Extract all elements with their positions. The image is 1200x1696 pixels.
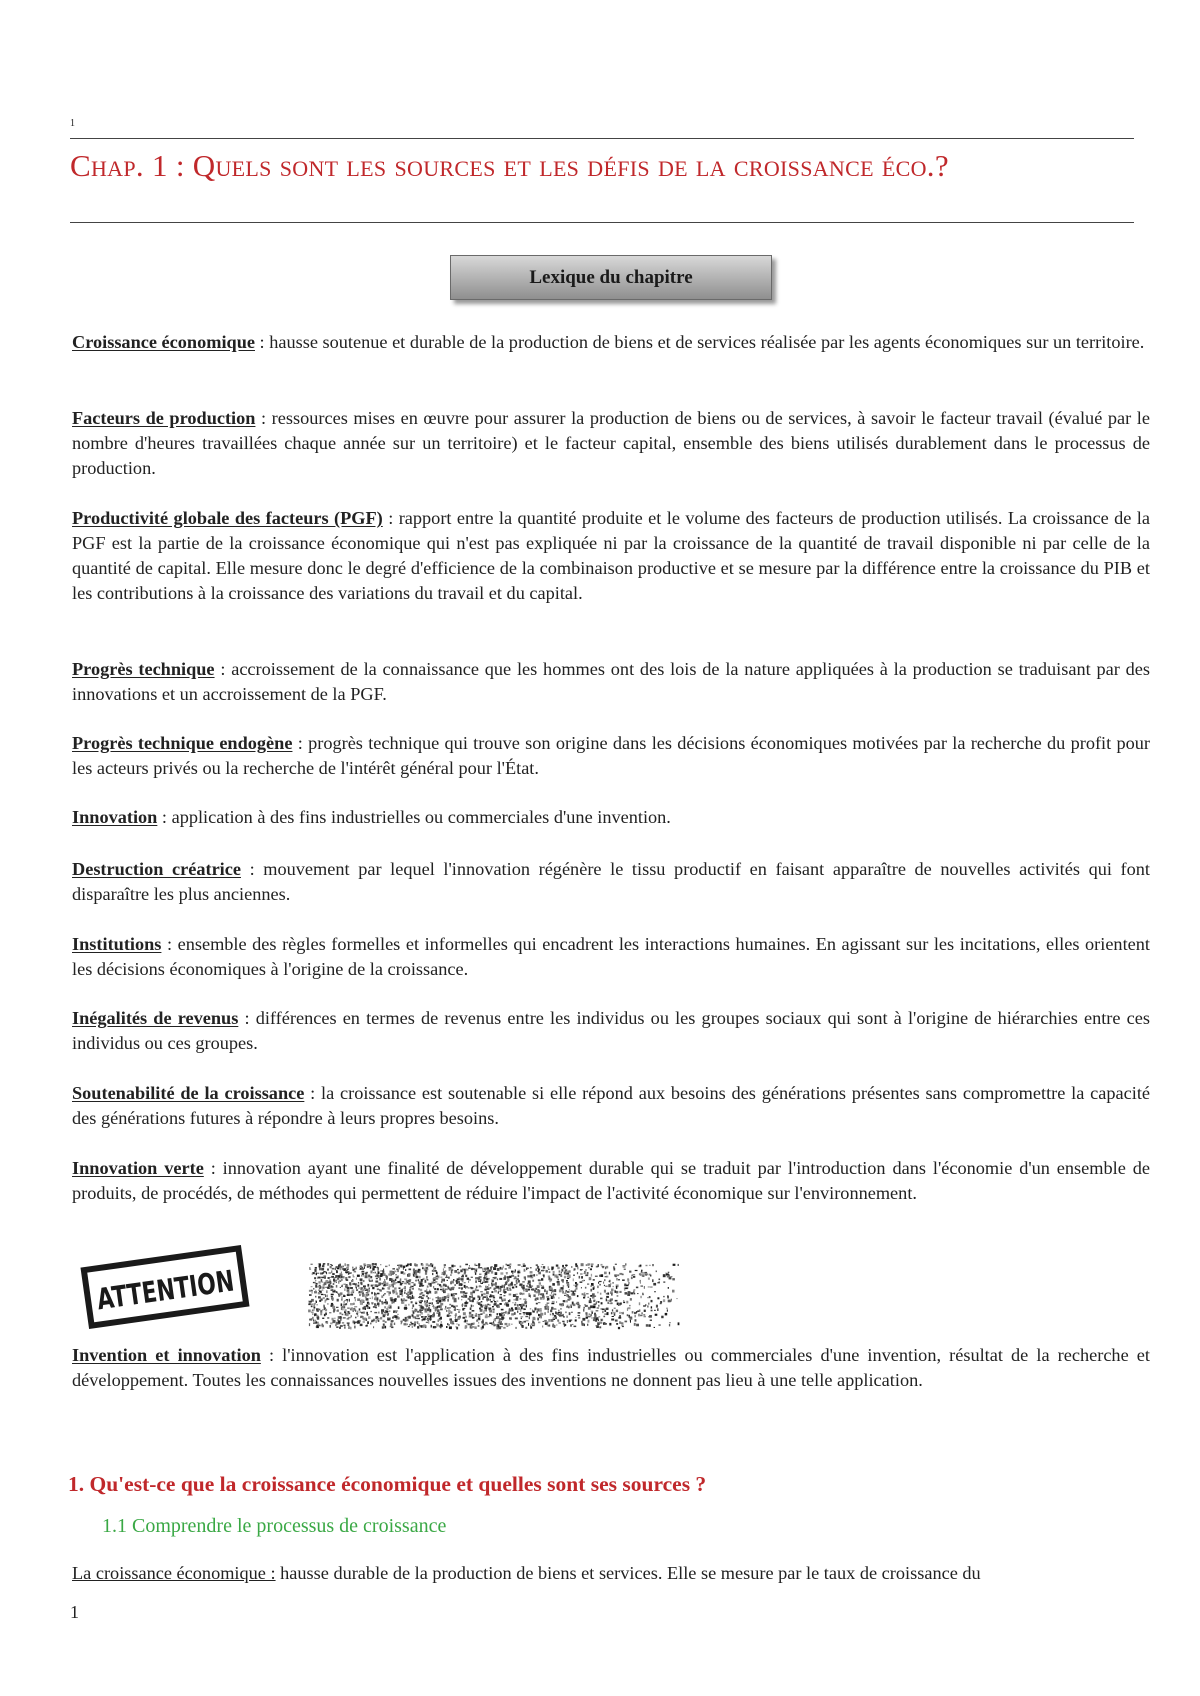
lexicon-entry [72, 932, 1150, 982]
entry-definition: : innovation ayant une finalité de développement durable qui se traduit par l'introduction dans l'économie d'un ensemble de produits, de procédés, de méthodes qui permettent de réduire l'impact de l'activité économique sur l'environnement. [72, 1158, 1150, 1203]
entry-term: Innovation verte [72, 1158, 204, 1178]
entry-definition: : la croissance est soutenable si elle répond aux besoins des générations présentes sans compromettre la capacité des générations futures à répondre à leurs propres besoins. [72, 1083, 1151, 1128]
lexicon-entry [72, 657, 1150, 707]
entry-term: Innovation [72, 807, 158, 827]
paragraph-lead: La croissance économique : [72, 1563, 276, 1583]
entry-term: Progrès technique [72, 659, 215, 679]
title-rule-top [70, 138, 1134, 139]
entry-term: Inégalités de revenus [72, 1008, 239, 1028]
attention-note [72, 1343, 1150, 1393]
attention-stamp-icon [80, 1245, 282, 1329]
svg-text:ATTENTION: ATTENTION [94, 1257, 282, 1317]
section-1-heading: 1. Qu'est-ce que la croissance économique et quelles sont ses sources ? [68, 1472, 707, 1496]
section-1-1-heading: 1.1 Comprendre le processus de croissance [102, 1515, 447, 1537]
entry-definition: : accroissement de la connaissance que les hommes ont des lois de la nature appliquées à la production se traduisant par des innovations et un accroissement de la PGF. [72, 659, 1150, 704]
page-number: 1 [70, 1602, 79, 1622]
lexicon-entry [72, 406, 1150, 481]
paragraph-text: hausse durable de la production de biens et services. Elle se mesure par le taux de croissance du [275, 1563, 981, 1583]
entry-term: Progrès technique endogène [72, 733, 293, 753]
lexicon-heading: Lexique du chapitre [529, 266, 693, 288]
entry-definition: : ressources mises en œuvre pour assurer la production de biens ou de services, à savoir le facteur travail (évalué par le nombre d'heures travaillées chaque année sur un territoire) et le facteur capital, ensemble des biens utilisés durablement dans le processus de production. [72, 408, 1150, 478]
note-definition: : l'innovation est l'application à des fins industrielles ou commerciales d'une invention, résultat de la recherche et développement. Toutes les connaissances nouvelles issues des inventions ne donnent pas lieu à une telle application. [72, 1345, 1150, 1390]
entry-definition: : rapport entre la quantité produite et le volume des facteurs de production utilisés. La croissance de la PGF est la partie de la croissance économique qui n'est pas expliquée ni par la croissance de la quantité de travail disponible ni par celle de la quantité de capital. Elle mesure donc le degré d'efficience de la combinaison productive et se mesure par la différence entre la croissance du PIB et les contributions à la croissance des variations du travail et du capital. [72, 508, 1150, 603]
intro-paragraph [72, 1561, 1150, 1586]
lexicon-entry [72, 805, 1150, 830]
entry-term: Facteurs de production [72, 408, 256, 428]
lexicon-entry [72, 857, 1150, 907]
entry-definition: : application à des fins industrielles ou commerciales d'une invention. [157, 807, 671, 827]
lexicon-entry [72, 1081, 1150, 1131]
entry-definition: : hausse soutenue et durable de la production de biens et de services réalisée par les agents économiques sur un territoire. [254, 332, 1145, 352]
entry-definition: : ensemble des règles formelles et informelles qui encadrent les interactions humaines. En agissant sur les incitations, elles orientent les décisions économiques à l'origine de la croissance. [72, 934, 1150, 979]
entry-term: Institutions [72, 934, 162, 954]
header-mark: 1 [70, 118, 75, 129]
lexicon-entry [72, 1006, 1150, 1056]
entry-definition: : progrès technique qui trouve son origine dans les décisions économiques motivées par la recherche du profit pour les acteurs privés ou la recherche de l'intérêt général pour l'État. [72, 733, 1150, 778]
lexicon-entry [72, 1156, 1150, 1206]
entry-term: Destruction créatrice [72, 859, 241, 879]
lexicon-entry [72, 506, 1150, 606]
title-rule-bottom [70, 222, 1134, 223]
entry-term: Soutenabilité de la croissance [72, 1083, 305, 1103]
note-term: Invention et innovation [72, 1345, 261, 1365]
entry-definition: : différences en termes de revenus entre les individus ou les groupes sociaux qui sont à l'origine de hiérarchies entre ces individus ou ces groupes. [72, 1008, 1150, 1053]
entry-definition: : mouvement par lequel l'innovation régénère le tissu productif en faisant apparaître de nouvelles activités qui font disparaître les plus anciennes. [72, 859, 1151, 904]
lexicon-heading-box [450, 255, 772, 300]
chapter-title: Chap. 1 : Quels sont les sources et les défis de la croissance éco.? [70, 148, 949, 183]
redacted-image [308, 1263, 678, 1327]
entry-term: Croissance économique [72, 332, 255, 352]
lexicon-entry [72, 731, 1150, 781]
lexicon-entry [72, 330, 1150, 355]
entry-term: Productivité globale des facteurs (PGF) [72, 508, 383, 528]
